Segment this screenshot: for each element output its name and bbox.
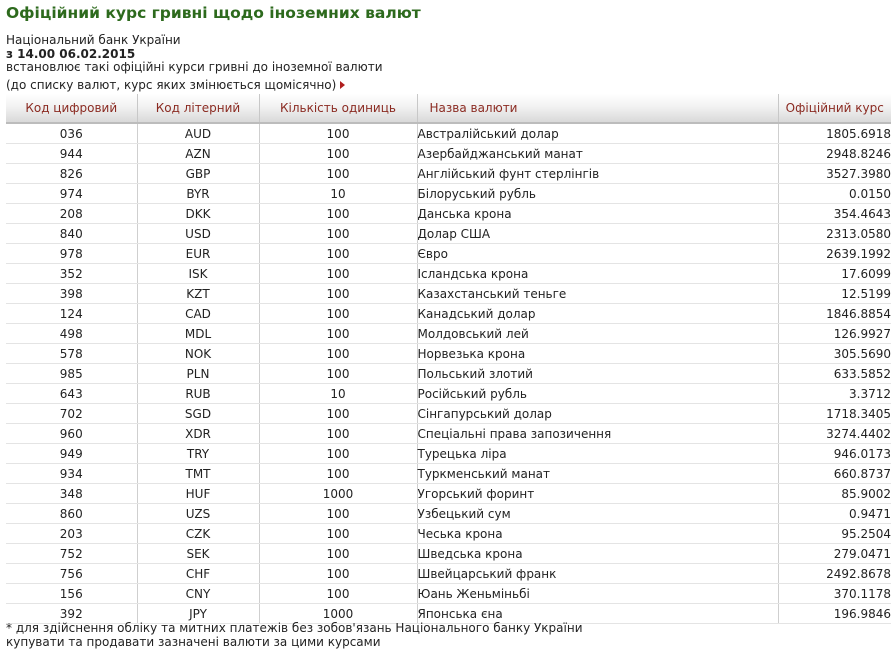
official-rate-cell: 1846.8854: [778, 304, 891, 324]
currency-name-cell: Японська єна: [417, 604, 778, 624]
official-rate-cell: 2492.8678: [778, 564, 891, 584]
numeric-code-cell: 752: [6, 544, 137, 564]
official-rate-cell: 126.9927: [778, 324, 891, 344]
table-row: [6, 344, 891, 364]
monthly-currencies-link-label: (до списку валют, курс яких змінюється щомісячно): [6, 78, 337, 92]
units-cell: 100: [259, 424, 417, 444]
table-row: [6, 164, 891, 184]
letter-code-cell: CHF: [137, 564, 259, 584]
units-cell: 10: [259, 384, 417, 404]
currency-name-cell: Туркменський манат: [417, 464, 778, 484]
currency-name-cell: Сінгапурський долар: [417, 404, 778, 424]
monthly-currencies-link[interactable]: [6, 78, 345, 92]
table-row: [6, 484, 891, 504]
numeric-code-cell: 702: [6, 404, 137, 424]
units-cell: 100: [259, 504, 417, 524]
letter-code-cell: KZT: [137, 284, 259, 304]
header-official-rate: Офіційний курс: [778, 94, 891, 123]
units-cell: 100: [259, 584, 417, 604]
official-rate-cell: 3.3712: [778, 384, 891, 404]
numeric-code-cell: 960: [6, 424, 137, 444]
letter-code-cell: DKK: [137, 204, 259, 224]
official-rate-cell: 633.5852: [778, 364, 891, 384]
official-rate-cell: 305.5690: [778, 344, 891, 364]
numeric-code-cell: 498: [6, 324, 137, 344]
units-cell: 100: [259, 284, 417, 304]
currency-name-cell: Шведська крона: [417, 544, 778, 564]
currency-name-cell: Долар США: [417, 224, 778, 244]
footnote-line-2: купувати та продавати зазначені валюти за цими курсами: [6, 634, 381, 649]
header-numeric-code: Код цифровий: [6, 94, 137, 123]
letter-code-cell: TRY: [137, 444, 259, 464]
official-rate-cell: 1718.3405: [778, 404, 891, 424]
currency-name-cell: Азербайджанський манат: [417, 144, 778, 164]
table-row: [6, 424, 891, 444]
units-cell: 100: [259, 144, 417, 164]
page-title: Офіційний курс гривні щодо іноземних валют: [6, 4, 421, 22]
currency-name-cell: Австралійський долар: [417, 123, 778, 144]
numeric-code-cell: 934: [6, 464, 137, 484]
letter-code-cell: CAD: [137, 304, 259, 324]
letter-code-cell: NOK: [137, 344, 259, 364]
rates-table-body: [6, 123, 891, 624]
letter-code-cell: AUD: [137, 123, 259, 144]
table-row: [6, 404, 891, 424]
numeric-code-cell: 985: [6, 364, 137, 384]
header-units: Кількість одиниць: [259, 94, 417, 123]
official-rate-cell: 1805.6918: [778, 123, 891, 144]
table-row: [6, 144, 891, 164]
units-cell: 100: [259, 304, 417, 324]
units-cell: 100: [259, 123, 417, 144]
table-row: [6, 284, 891, 304]
header-currency-name: Назва валюти: [417, 94, 778, 123]
official-rate-cell: 946.0173: [778, 444, 891, 464]
bank-name: Національний банк України: [6, 33, 181, 47]
rates-table: [6, 94, 891, 624]
numeric-code-cell: 203: [6, 524, 137, 544]
units-cell: 100: [259, 324, 417, 344]
triangle-right-icon: [340, 81, 345, 89]
units-cell: 100: [259, 364, 417, 384]
rates-date: з 14.00 06.02.2015: [6, 46, 136, 61]
numeric-code-cell: 974: [6, 184, 137, 204]
currency-name-cell: Юань Женьміньбі: [417, 584, 778, 604]
numeric-code-cell: 949: [6, 444, 137, 464]
numeric-code-cell: 036: [6, 123, 137, 144]
table-row: [6, 364, 891, 384]
numeric-code-cell: 124: [6, 304, 137, 324]
official-rate-cell: 370.1178: [778, 584, 891, 604]
table-row: [6, 304, 891, 324]
currency-name-cell: Казахстанський теньге: [417, 284, 778, 304]
currency-name-cell: Узбецький сум: [417, 504, 778, 524]
numeric-code-cell: 643: [6, 384, 137, 404]
numeric-code-cell: 860: [6, 504, 137, 524]
numeric-code-cell: 392: [6, 604, 137, 624]
table-row: [6, 244, 891, 264]
official-rate-cell: 2639.1992: [778, 244, 891, 264]
official-rate-cell: 3274.4402: [778, 424, 891, 444]
official-rate-cell: 95.2504: [778, 524, 891, 544]
table-row: [6, 464, 891, 484]
numeric-code-cell: 578: [6, 344, 137, 364]
letter-code-cell: TMT: [137, 464, 259, 484]
letter-code-cell: RUB: [137, 384, 259, 404]
currency-name-cell: Чеська крона: [417, 524, 778, 544]
numeric-code-cell: 398: [6, 284, 137, 304]
numeric-code-cell: 348: [6, 484, 137, 504]
letter-code-cell: BYR: [137, 184, 259, 204]
letter-code-cell: EUR: [137, 244, 259, 264]
official-rate-cell: 0.9471: [778, 504, 891, 524]
letter-code-cell: SEK: [137, 544, 259, 564]
table-row: [6, 384, 891, 404]
numeric-code-cell: 208: [6, 204, 137, 224]
numeric-code-cell: 978: [6, 244, 137, 264]
units-cell: 100: [259, 344, 417, 364]
numeric-code-cell: 352: [6, 264, 137, 284]
letter-code-cell: ISK: [137, 264, 259, 284]
currency-name-cell: Англійський фунт стерлінгів: [417, 164, 778, 184]
units-cell: 100: [259, 444, 417, 464]
official-rate-cell: 17.6099: [778, 264, 891, 284]
numeric-code-cell: 156: [6, 584, 137, 604]
official-rate-cell: 85.9002: [778, 484, 891, 504]
table-row: [6, 324, 891, 344]
letter-code-cell: UZS: [137, 504, 259, 524]
currency-name-cell: Угорський форинт: [417, 484, 778, 504]
units-cell: 100: [259, 564, 417, 584]
table-row: [6, 184, 891, 204]
units-cell: 100: [259, 464, 417, 484]
units-cell: 10: [259, 184, 417, 204]
table-row: [6, 264, 891, 284]
official-rate-cell: 279.0471: [778, 544, 891, 564]
table-row: [6, 524, 891, 544]
letter-code-cell: MDL: [137, 324, 259, 344]
official-rate-cell: 12.5199: [778, 284, 891, 304]
footnote: [6, 622, 583, 649]
currency-name-cell: Данська крона: [417, 204, 778, 224]
letter-code-cell: USD: [137, 224, 259, 244]
currency-name-cell: Російський рубль: [417, 384, 778, 404]
currency-name-cell: Євро: [417, 244, 778, 264]
official-rate-cell: 2313.0580: [778, 224, 891, 244]
table-row: [6, 444, 891, 464]
currency-name-cell: Канадський долар: [417, 304, 778, 324]
currency-name-cell: Молдовський лей: [417, 324, 778, 344]
letter-code-cell: HUF: [137, 484, 259, 504]
numeric-code-cell: 840: [6, 224, 137, 244]
table-row: [6, 584, 891, 604]
units-cell: 100: [259, 404, 417, 424]
rates-table-header: [6, 94, 891, 123]
currency-name-cell: Швейцарський франк: [417, 564, 778, 584]
numeric-code-cell: 756: [6, 564, 137, 584]
units-cell: 100: [259, 264, 417, 284]
units-cell: 100: [259, 524, 417, 544]
letter-code-cell: PLN: [137, 364, 259, 384]
letter-code-cell: SGD: [137, 404, 259, 424]
letter-code-cell: JPY: [137, 604, 259, 624]
official-rate-cell: 660.8737: [778, 464, 891, 484]
letter-code-cell: CNY: [137, 584, 259, 604]
letter-code-cell: CZK: [137, 524, 259, 544]
numeric-code-cell: 826: [6, 164, 137, 184]
table-row: [6, 123, 891, 144]
currency-name-cell: Польський злотий: [417, 364, 778, 384]
letter-code-cell: GBP: [137, 164, 259, 184]
intro-text: встановлює такі офіційні курси гривні до іноземної валюти: [6, 60, 383, 74]
numeric-code-cell: 944: [6, 144, 137, 164]
table-row: [6, 544, 891, 564]
units-cell: 100: [259, 224, 417, 244]
units-cell: 100: [259, 244, 417, 264]
currency-name-cell: Спеціальні права запозичення: [417, 424, 778, 444]
currency-name-cell: Норвезька крона: [417, 344, 778, 364]
table-row: [6, 204, 891, 224]
official-rate-cell: 2948.8246: [778, 144, 891, 164]
table-row: [6, 224, 891, 244]
letter-code-cell: AZN: [137, 144, 259, 164]
intro-block: [6, 34, 383, 75]
units-cell: 100: [259, 544, 417, 564]
official-rate-cell: 196.9846: [778, 604, 891, 624]
official-rate-cell: 0.0150: [778, 184, 891, 204]
currency-name-cell: Ісландська крона: [417, 264, 778, 284]
letter-code-cell: XDR: [137, 424, 259, 444]
table-row: [6, 564, 891, 584]
units-cell: 100: [259, 164, 417, 184]
official-rate-cell: 3527.3980: [778, 164, 891, 184]
units-cell: 1000: [259, 484, 417, 504]
units-cell: 1000: [259, 604, 417, 624]
currency-name-cell: Турецька ліра: [417, 444, 778, 464]
footnote-line-1: * для здійснення обліку та митних платежів без зобов'язань Національного банку України: [6, 621, 583, 635]
units-cell: 100: [259, 204, 417, 224]
official-rate-cell: 354.4643: [778, 204, 891, 224]
header-letter-code: Код літерний: [137, 94, 259, 123]
currency-name-cell: Білоруський рубль: [417, 184, 778, 204]
table-row: [6, 504, 891, 524]
